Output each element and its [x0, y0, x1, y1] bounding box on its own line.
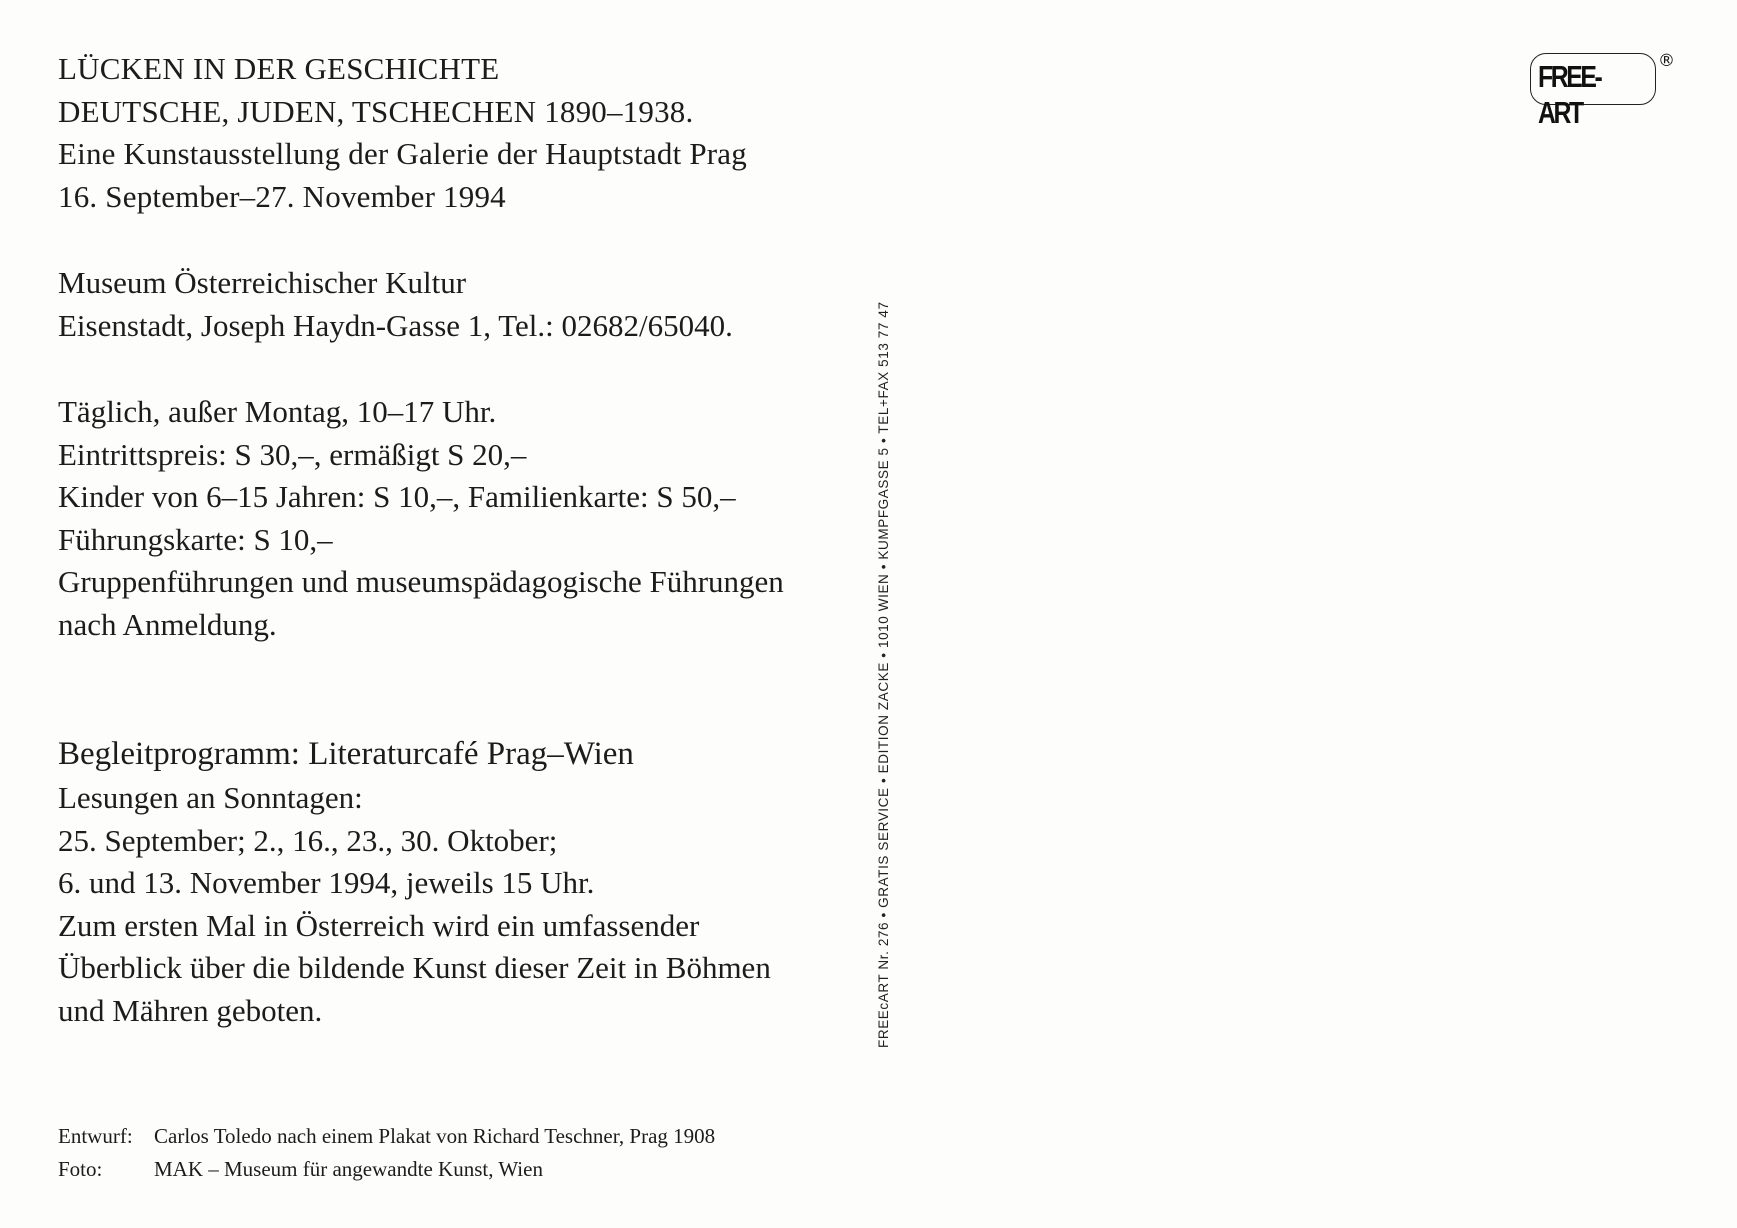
program-line: Lesungen an Sonntagen:	[58, 780, 363, 815]
exhibition-title: LÜCKEN IN DER GESCHICHTE	[58, 51, 500, 86]
program-line: Zum ersten Mal in Österreich wird ein umfassender	[58, 907, 700, 943]
program-line: Überblick über die bildende Kunst dieser Zeit in Böhmen	[58, 950, 771, 985]
program-heading: Begleitprogramm: Literaturcafé Prag–Wien	[58, 736, 634, 772]
opening-hours-prices-block	[58, 391, 784, 646]
program-line: und Mähren geboten.	[58, 992, 323, 1028]
registered-mark-icon: ®	[1658, 51, 1675, 71]
publisher-line-vertical: FREEcART Nr. 276 • GRATIS SERVICE • EDITION ZACKE • 1010 WIEN • KUMPFGASSE 5 • TEL+FAX 513 77 47	[876, 301, 891, 1048]
design-value: Carlos Toledo nach einem Plakat von Richard Teschner, Prag 1908	[154, 1124, 716, 1148]
logo-text: FREE-ART	[1538, 59, 1601, 130]
exhibition-description: Eine Kunstausstellung der Galerie der Hauptstadt Prag	[58, 136, 747, 171]
museum-name: Museum Österreichischer Kultur	[58, 265, 467, 300]
credits-block	[58, 1120, 715, 1186]
group-tours-note-cont: nach Anmeldung.	[58, 606, 277, 642]
admission-price: Eintrittspreis: S 30,–, ermäßigt S 20,–	[58, 436, 527, 472]
group-tours-note: Gruppenführungen und museumspädagogische Führungen	[58, 564, 784, 599]
exhibition-title-block	[58, 48, 747, 218]
exhibition-subtitle: DEUTSCHE, JUDEN, TSCHECHEN 1890–1938.	[58, 93, 694, 129]
exhibition-dates: 16. September–27. November 1994	[58, 178, 506, 214]
design-label: Entwurf:	[58, 1124, 133, 1148]
photo-value: MAK – Museum für angewandte Kunst, Wien	[154, 1157, 543, 1181]
design-credit	[58, 1120, 715, 1153]
accompanying-program-block	[58, 731, 771, 1032]
children-family-price: Kinder von 6–15 Jahren: S 10,–, Familienkarte: S 50,–	[58, 479, 736, 514]
photo-label: Foto:	[58, 1157, 103, 1181]
tour-ticket-price: Führungskarte: S 10,–	[58, 521, 333, 557]
museum-address: Eisenstadt, Joseph Haydn-Gasse 1, Tel.: 02682/65040.	[58, 307, 733, 343]
program-line: 6. und 13. November 1994, jeweils 15 Uhr.	[58, 865, 595, 900]
photo-credit	[58, 1153, 715, 1186]
opening-hours: Täglich, außer Montag, 10–17 Uhr.	[58, 394, 497, 429]
program-line: 25. September; 2., 16., 23., 30. Oktober;	[58, 822, 558, 858]
museum-address-block	[58, 262, 733, 347]
freeart-logo	[1530, 51, 1675, 130]
